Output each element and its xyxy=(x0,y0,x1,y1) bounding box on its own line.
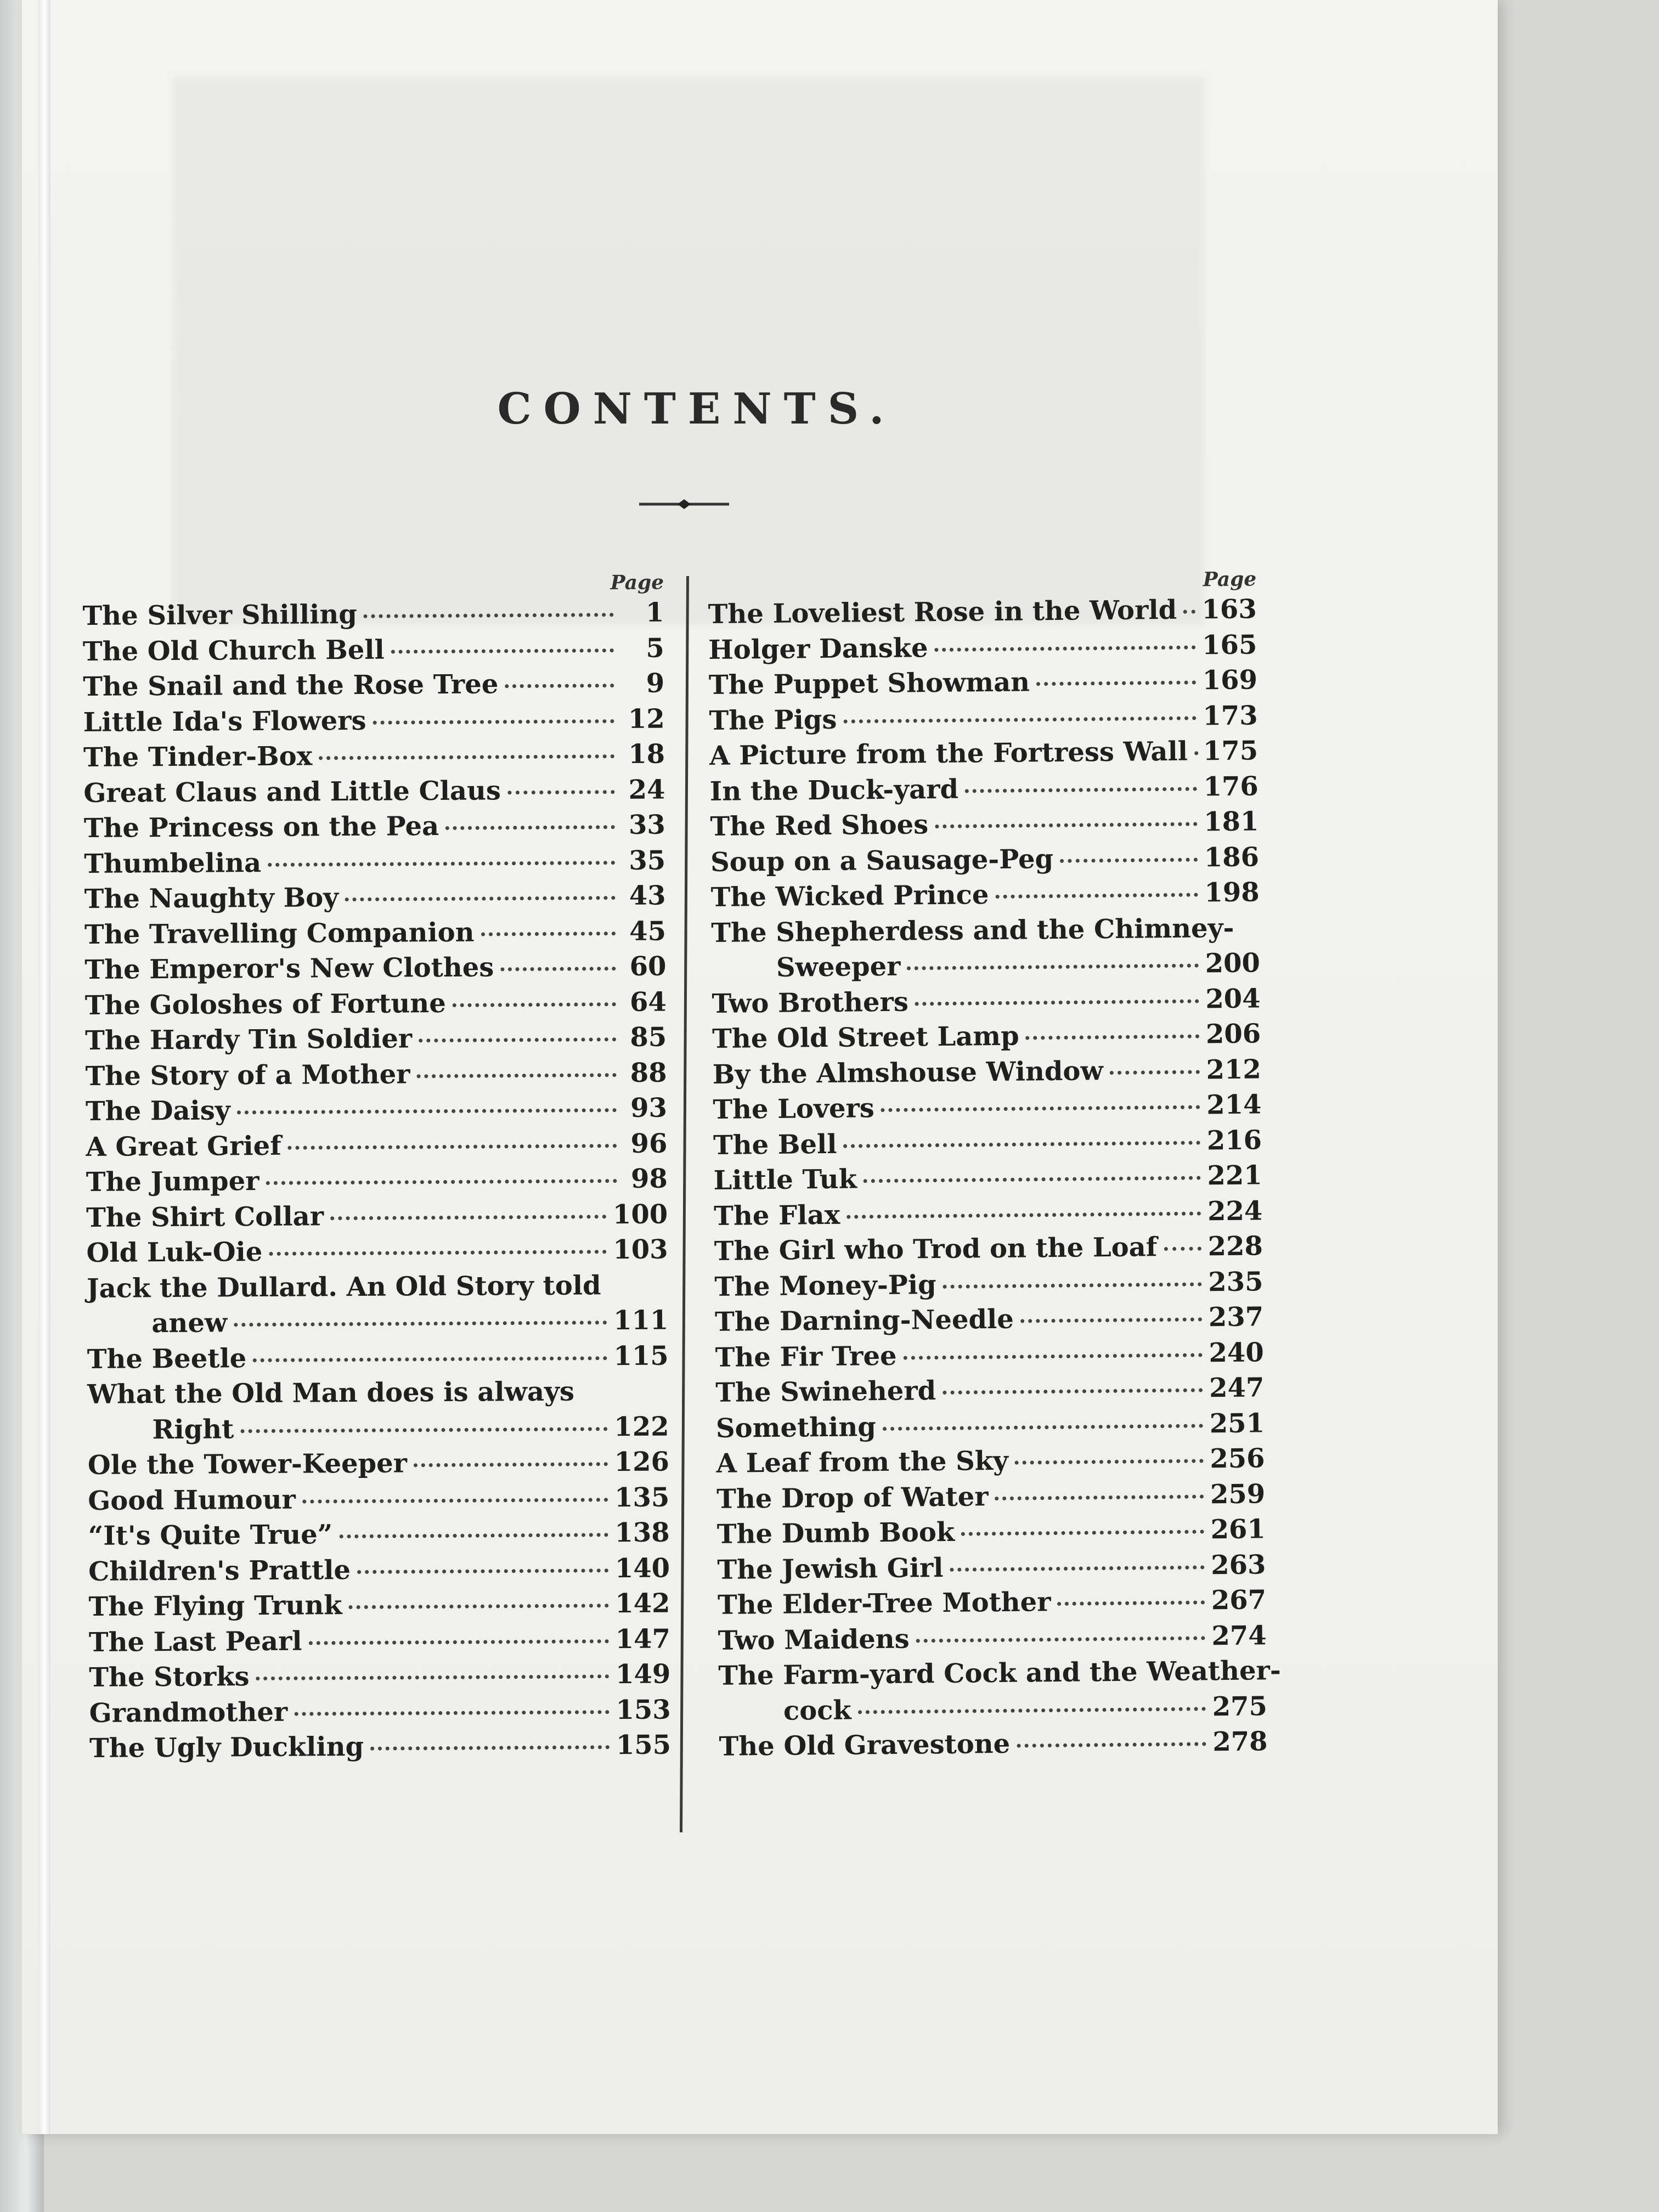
leader-dots xyxy=(943,1388,1203,1395)
toc-entry-title: The Shirt Collar xyxy=(86,1200,324,1233)
toc-entry xyxy=(716,1406,1265,1446)
leader-dots xyxy=(414,1462,608,1467)
toc-entry-title: The Storks xyxy=(89,1661,250,1693)
leader-dots xyxy=(1020,1317,1202,1323)
toc-entry xyxy=(708,627,1257,668)
leader-dots xyxy=(269,1250,606,1256)
toc-entry-title: The Old Church Bell xyxy=(82,634,385,667)
leader-dots xyxy=(507,790,615,794)
toc-entry-title: Old Luk-Oie xyxy=(86,1237,263,1268)
toc-entry-title: The Naughty Boy xyxy=(84,882,339,915)
toc-entry xyxy=(710,874,1260,915)
toc-entry-title: Thumbelina xyxy=(84,847,262,879)
toc-page-number: 198 xyxy=(1204,877,1260,909)
leader-dots xyxy=(943,1282,1202,1289)
toc-entry xyxy=(86,1126,667,1165)
toc-entry-title: The Old Gravestone xyxy=(719,1728,1011,1762)
toc-entry-title: The Tinder-Box xyxy=(83,741,313,773)
leader-dots xyxy=(995,893,1198,899)
toc-entry-title: The Puppet Showman xyxy=(708,667,1030,701)
page-edge xyxy=(38,0,50,2134)
leader-dots xyxy=(453,1002,616,1007)
toc-entry-title: Two Brothers xyxy=(712,986,909,1019)
leader-dots xyxy=(319,754,614,760)
toc-page-number: 149 xyxy=(615,1658,671,1690)
toc-entry xyxy=(88,1550,670,1589)
toc-page-number: 176 xyxy=(1203,770,1259,802)
toc-entry xyxy=(84,843,665,882)
toc-entry xyxy=(87,1303,668,1342)
toc-entry xyxy=(88,1585,670,1624)
toc-entry-title: Holger Danske xyxy=(708,632,928,665)
toc-page-number: 147 xyxy=(615,1623,671,1655)
toc-page-number: 221 xyxy=(1207,1160,1262,1192)
page-title: CONTENTS. xyxy=(497,384,896,434)
toc-entry-title: Soup on a Sausage-Peg xyxy=(710,843,1054,878)
toc-entry xyxy=(89,1727,671,1766)
toc-entry xyxy=(713,1122,1262,1163)
toc-page-number: 278 xyxy=(1212,1726,1268,1758)
toc-entry xyxy=(84,808,665,847)
toc-page-number: 85 xyxy=(630,1022,667,1053)
leader-dots xyxy=(268,861,615,867)
toc-entry-title: Something xyxy=(715,1411,877,1444)
toc-page-number: 9 xyxy=(646,668,665,699)
leader-dots xyxy=(349,1604,609,1609)
leader-dots xyxy=(1183,610,1195,613)
toc-page-number: 60 xyxy=(629,951,667,982)
leader-dots xyxy=(916,1636,1205,1643)
toc-page-number: 263 xyxy=(1210,1549,1266,1581)
ornament-rule-icon xyxy=(639,498,729,511)
toc-page-number: 138 xyxy=(614,1517,670,1549)
leader-dots xyxy=(370,1745,610,1751)
toc-page-number: 96 xyxy=(630,1128,668,1159)
leader-dots xyxy=(843,1141,1200,1148)
leader-dots xyxy=(1194,751,1197,755)
toc-page-number: 181 xyxy=(1203,806,1259,838)
toc-entry-title: What the Old Man does is always xyxy=(87,1376,575,1410)
toc-entry-title: Children's Prattle xyxy=(88,1554,351,1587)
toc-entry-title: The Flax xyxy=(714,1199,840,1232)
toc-entry-title: Little Tuk xyxy=(713,1164,857,1196)
toc-entry xyxy=(719,1724,1268,1764)
leader-dots xyxy=(481,932,616,936)
toc-page-number: 214 xyxy=(1206,1089,1262,1121)
leader-dots xyxy=(308,1639,608,1645)
leader-dots xyxy=(1036,680,1196,686)
toc-page-number: 186 xyxy=(1204,841,1260,873)
leader-dots xyxy=(950,1565,1205,1571)
toc-entry-title: In the Duck-yard xyxy=(709,774,959,807)
toc-entry xyxy=(85,1055,667,1094)
toc-page-number: 33 xyxy=(628,809,665,840)
leader-dots xyxy=(1015,1459,1204,1464)
leader-dots xyxy=(302,1498,608,1503)
toc-entry-title: The Lovers xyxy=(713,1093,875,1125)
toc-page-number: 240 xyxy=(1209,1336,1264,1368)
toc-page-number: 64 xyxy=(629,986,667,1018)
toc-entry xyxy=(709,698,1258,738)
toc-entry-title: The Beetle xyxy=(87,1342,247,1375)
toc-entry xyxy=(709,662,1258,703)
toc-entry-title: The Bell xyxy=(713,1128,837,1161)
toc-entry xyxy=(712,1052,1261,1092)
toc-entry xyxy=(88,1480,669,1519)
toc-entry xyxy=(89,1692,670,1731)
leader-dots xyxy=(1060,857,1198,862)
toc-page-number: 261 xyxy=(1210,1514,1266,1545)
toc-entry-title: The Swineherd xyxy=(715,1375,936,1408)
leader-dots xyxy=(445,825,615,830)
leader-dots xyxy=(961,1530,1204,1536)
leader-dots xyxy=(995,1494,1204,1500)
toc-page-number: 206 xyxy=(1205,1018,1261,1050)
toc-entry-title: The Snail and the Rose Tree xyxy=(83,669,499,702)
toc-entry xyxy=(89,1656,670,1695)
toc-entry xyxy=(715,1299,1264,1340)
toc-entry xyxy=(710,839,1260,880)
leader-dots xyxy=(416,1073,616,1078)
toc-page-number: 140 xyxy=(614,1552,670,1584)
toc-page-number: 251 xyxy=(1209,1407,1265,1439)
toc-entry xyxy=(712,981,1261,1022)
toc-entry xyxy=(713,1087,1262,1127)
leader-dots xyxy=(1017,1742,1206,1747)
toc-entry-title: The Last Pearl xyxy=(88,1626,302,1658)
toc-entry-continuation: Right xyxy=(152,1413,234,1445)
toc-entry xyxy=(86,1091,667,1130)
toc-entry xyxy=(83,701,664,740)
toc-entry xyxy=(86,1197,668,1235)
toc-entry xyxy=(713,1158,1262,1198)
toc-entry-title: The Jewish Girl xyxy=(717,1552,944,1585)
toc-entry xyxy=(83,630,664,669)
toc-page-number: 43 xyxy=(629,880,666,911)
toc-left-column xyxy=(82,570,671,1767)
toc-page-number: 165 xyxy=(1201,629,1257,661)
toc-entry xyxy=(87,1409,669,1448)
toc-entry xyxy=(86,1161,668,1200)
toc-page-number: 212 xyxy=(1206,1053,1262,1085)
toc-page-number: 35 xyxy=(629,845,666,876)
toc-page-number: 163 xyxy=(1201,594,1257,625)
toc-page-number: 204 xyxy=(1205,983,1261,1014)
toc-entry-title: Little Ida's Flowers xyxy=(83,705,366,738)
toc-page-number: 115 xyxy=(613,1340,669,1372)
toc-entry-title: Grandmother xyxy=(89,1696,288,1729)
toc-entry-title: By the Almshouse Window xyxy=(712,1055,1104,1090)
toc-entry xyxy=(716,1476,1266,1517)
toc-entry-title: Two Maidens xyxy=(718,1623,910,1656)
toc-entry-title: The Girl who Trod on the Loaf xyxy=(714,1232,1158,1267)
toc-entry-title: The Money-Pig xyxy=(714,1269,936,1302)
toc-entry-title: The Farm-yard Cock and the Weather- xyxy=(718,1655,1281,1691)
toc-entry-title: The Princess on the Pea xyxy=(83,811,439,844)
leader-dots xyxy=(847,1211,1201,1218)
leader-dots xyxy=(915,999,1199,1006)
toc-entry-title: Ole the Tower-Keeper xyxy=(87,1448,408,1481)
leader-dots xyxy=(373,719,614,725)
leader-dots xyxy=(339,1533,608,1538)
toc-entry-title: The Darning-Needle xyxy=(714,1304,1014,1338)
toc-page-number: 100 xyxy=(612,1199,668,1230)
toc-entry-title: The Flying Trunk xyxy=(88,1590,342,1622)
toc-page-number: 200 xyxy=(1205,947,1261,979)
leader-dots xyxy=(864,1176,1201,1183)
page-column-label: Page xyxy=(610,571,664,595)
toc-page-number: 5 xyxy=(646,633,665,664)
leader-dots xyxy=(256,1674,610,1680)
toc-page-number: 235 xyxy=(1207,1266,1263,1297)
toc-page-number: 275 xyxy=(1212,1690,1268,1722)
toc-entry xyxy=(709,733,1259,774)
toc-entry-title: The Drop of Water xyxy=(716,1481,989,1515)
toc-page-number: 228 xyxy=(1207,1231,1263,1262)
toc-page-number: 153 xyxy=(616,1694,671,1725)
leader-dots xyxy=(965,787,1197,793)
leader-dots xyxy=(357,1568,608,1574)
toc-entry-title: The Goloshes of Fortune xyxy=(84,988,446,1021)
toc-page-number: 1 xyxy=(645,597,664,628)
leader-dots xyxy=(843,716,1196,723)
leader-dots xyxy=(288,1144,617,1150)
toc-entry xyxy=(715,1370,1265,1410)
toc-entry-title: The Wicked Prince xyxy=(710,879,989,913)
toc-entry xyxy=(87,1338,669,1377)
leader-dots xyxy=(1026,1034,1199,1040)
toc-entry-title: The Old Street Lamp xyxy=(712,1020,1019,1054)
toc-page-number: 103 xyxy=(613,1234,668,1266)
leader-dots xyxy=(904,1353,1203,1359)
toc-page-number: 256 xyxy=(1210,1443,1265,1475)
toc-entry xyxy=(714,1264,1263,1305)
toc-entry-title: A Great Grief xyxy=(86,1130,282,1163)
toc-entry-title: The Pigs xyxy=(709,704,837,736)
toc-right-column xyxy=(708,566,1281,1764)
toc-entry xyxy=(84,878,665,917)
toc-entry-title: The Travelling Companion xyxy=(84,917,475,950)
toc-entry xyxy=(717,1511,1266,1552)
leader-dots xyxy=(881,1105,1200,1112)
leader-dots xyxy=(505,684,614,688)
leader-dots xyxy=(330,1215,606,1220)
toc-entry xyxy=(83,737,665,776)
toc-page-number: 237 xyxy=(1208,1301,1264,1333)
toc-entry-title: The Emperor's New Clothes xyxy=(84,952,494,985)
toc-entry-continuation: cock xyxy=(783,1695,851,1726)
toc-page-number: 274 xyxy=(1211,1620,1267,1651)
leader-dots xyxy=(1057,1600,1204,1606)
toc-page-number: 98 xyxy=(630,1163,668,1194)
toc-page-number: 88 xyxy=(630,1057,667,1088)
toc-entry xyxy=(712,945,1261,986)
leader-dots xyxy=(253,1356,607,1362)
toc-entry-title: A Leaf from the Sky xyxy=(716,1445,1009,1479)
toc-entry xyxy=(717,1547,1266,1588)
toc-page-number: 111 xyxy=(613,1305,669,1336)
toc-page-number: 247 xyxy=(1209,1372,1265,1404)
leader-dots xyxy=(935,645,1196,652)
toc-entry-title: A Picture from the Fortress Wall xyxy=(709,736,1188,771)
toc-page-number: 122 xyxy=(614,1410,669,1442)
leader-dots xyxy=(294,1710,609,1716)
toc-page-number: 12 xyxy=(628,703,665,735)
toc-entry-continuation: Sweeper xyxy=(776,951,901,983)
toc-entry-title: The Story of a Mother xyxy=(85,1058,410,1092)
toc-page-number: 18 xyxy=(628,738,665,770)
leader-dots xyxy=(266,1179,617,1185)
leader-dots xyxy=(1164,1246,1201,1251)
toc-entry xyxy=(82,595,664,634)
leader-dots xyxy=(883,1424,1203,1431)
toc-page-number: 169 xyxy=(1202,664,1258,696)
toc-page-number: 224 xyxy=(1207,1195,1263,1227)
toc-entry xyxy=(710,804,1259,844)
toc-entry xyxy=(84,913,666,952)
toc-entry xyxy=(88,1515,670,1554)
leader-dots xyxy=(364,613,614,618)
toc-entry xyxy=(83,666,664,705)
show-through-text xyxy=(173,77,1204,625)
toc-entry-title: The Loveliest Rose in the World xyxy=(708,594,1177,630)
toc-entry xyxy=(83,772,665,811)
toc-page-number: 259 xyxy=(1210,1478,1266,1510)
toc-entry xyxy=(710,769,1259,809)
toc-page-number: 175 xyxy=(1203,735,1259,767)
toc-entry-title: The Shepherdess and the Chimney- xyxy=(711,912,1234,949)
toc-page-number: 45 xyxy=(629,916,667,947)
toc-entry-title: Good Humour xyxy=(88,1484,296,1516)
toc-entry-title: The Dumb Book xyxy=(716,1516,955,1550)
toc-entry xyxy=(719,1689,1268,1729)
toc-page-number: 126 xyxy=(614,1446,670,1478)
leader-dots xyxy=(419,1037,616,1042)
toc-page-number: 267 xyxy=(1211,1584,1267,1616)
leader-dots xyxy=(345,896,616,901)
toc-entry xyxy=(715,1335,1264,1375)
leader-dots xyxy=(240,1427,607,1433)
toc-entry xyxy=(88,1444,669,1483)
toc-entry xyxy=(714,1228,1263,1269)
leader-dots xyxy=(237,1108,617,1114)
toc-entry xyxy=(714,1193,1263,1234)
leader-dots xyxy=(907,963,1198,970)
toc-entry-continuation: anew xyxy=(151,1307,228,1339)
toc-entry-title: The Hardy Tin Soldier xyxy=(85,1023,413,1056)
toc-entry-title: The Red Shoes xyxy=(710,809,929,842)
page-column-label: Page xyxy=(1203,567,1257,591)
toc-entry xyxy=(712,1016,1261,1057)
toc-entry xyxy=(718,1618,1267,1658)
toc-entry-title: The Silver Shilling xyxy=(82,599,358,631)
toc-page-number: 24 xyxy=(628,774,665,805)
toc-page-number: 155 xyxy=(616,1729,672,1761)
leader-dots xyxy=(935,822,1197,828)
toc-entry xyxy=(86,1232,668,1271)
toc-entry-title: Jack the Dullard. An Old Story told xyxy=(86,1269,601,1304)
toc-entry-title: The Ugly Duckling xyxy=(89,1731,364,1764)
leader-dots xyxy=(1110,1070,1200,1075)
toc-page-number: 216 xyxy=(1206,1124,1262,1156)
toc-entry xyxy=(716,1441,1265,1481)
leader-dots xyxy=(500,967,616,971)
toc-entry-title: The Elder-Tree Mother xyxy=(717,1587,1051,1621)
toc-entry xyxy=(708,591,1257,632)
toc-entry xyxy=(84,949,666,988)
leader-dots xyxy=(234,1321,607,1327)
leader-dots xyxy=(858,1707,1206,1714)
leader-dots xyxy=(391,648,614,653)
toc-entry xyxy=(718,1582,1267,1623)
toc-entry-title: The Daisy xyxy=(85,1095,230,1127)
toc-page-number: 173 xyxy=(1203,699,1258,731)
toc-entry-title: The Jumper xyxy=(86,1166,259,1198)
toc-page-number: 142 xyxy=(615,1588,670,1620)
toc-page-number: 135 xyxy=(614,1481,670,1513)
toc-entry xyxy=(85,984,667,1023)
toc-entry xyxy=(89,1621,670,1660)
toc-page-number: 93 xyxy=(630,1092,668,1124)
toc-entry-title: Great Claus and Little Claus xyxy=(83,775,501,809)
toc-entry-title: “It's Quite True” xyxy=(88,1519,333,1551)
toc-entry-title: The Fir Tree xyxy=(715,1340,897,1373)
toc-entry xyxy=(85,1020,667,1059)
